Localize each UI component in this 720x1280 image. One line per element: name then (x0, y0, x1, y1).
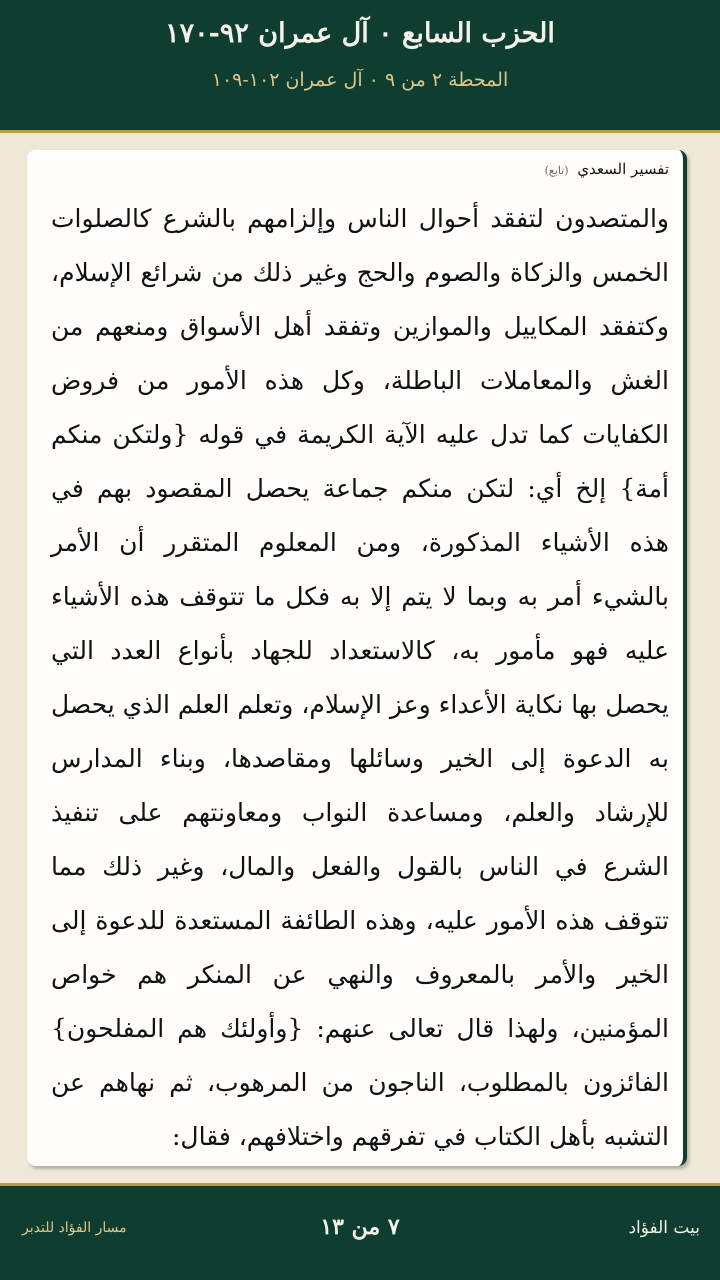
tafsir-card[interactable] (27, 150, 687, 1166)
page-title: الحزب السابع ۰ آل عمران ٩٢-١٧٠ (165, 18, 555, 49)
tafsir-text: والمتصدون لتفقد أحوال الناس وإلزامهم بالشرع كالصلوات الخمس والزكاة والصوم والحج وغير ذلك من شرائع الإسلام، وكتفقد المكاييل والموازين وتفقد أهل الأسواق ومنعهم من الغش والمعاملات الباطلة، وكل هذه الأمور من فروض الكفايات كما تدل عليه الآية الكريمة في قوله {ولتكن منكم أمة} إلخ أي: لتكن منكم جماعة يحصل المقصود بهم في هذه الأشياء المذكورة، ومن المعلوم المتقرر أن الأمر بالشيء أمر به وبما لا يتم إلا به فكل ما تتوقف هذه الأشياء عليه فهو مأمور به، كالاستعداد للجهاد بأنواع العدد التي يحصل بها نكاية الأعداء وعز الإسلام، وتعلم العلم الذي يحصل به الدعوة إلى الخير وسائلها ومقاصدها، وبناء المدارس للإرشاد والعلم، ومساعدة النواب ومعاونتهم على تنفيذ الشرع في الناس بالقول والفعل والمال، وغير ذلك مما تتوقف هذه الأمور عليه، وهذه الطائفة المستعدة للدعوة إلى الخير والأمر بالمعروف والنهي عن المنكر هم خواص المؤمنين، ولهذا قال تعالى عنهم: {وأولئك هم المفلحون} الفائزون بالمطلوب، الناجون من المرهوب، ثم نهاهم عن التشبه بأهل الكتاب في تفرقهم واختلافهم، فقال: (51, 204, 669, 1151)
app-name[interactable]: بيت الفؤاد (628, 1218, 700, 1238)
page-indicator: ٧ من ١٣ (320, 1214, 400, 1240)
header-divider (0, 130, 720, 133)
path-link[interactable]: مسار الفؤاد للتدبر (22, 1220, 127, 1236)
header-bar (0, 0, 720, 130)
footer-bar (0, 1186, 720, 1280)
continued-note: (تابع) (544, 164, 569, 177)
tafsir-source-label (545, 160, 669, 178)
page-subtitle: المحطة ٢ من ٩ ۰ آل عمران ١٠٢-١٠٩ (211, 69, 509, 91)
tafsir-source-name: تفسير السعدي (577, 160, 669, 178)
